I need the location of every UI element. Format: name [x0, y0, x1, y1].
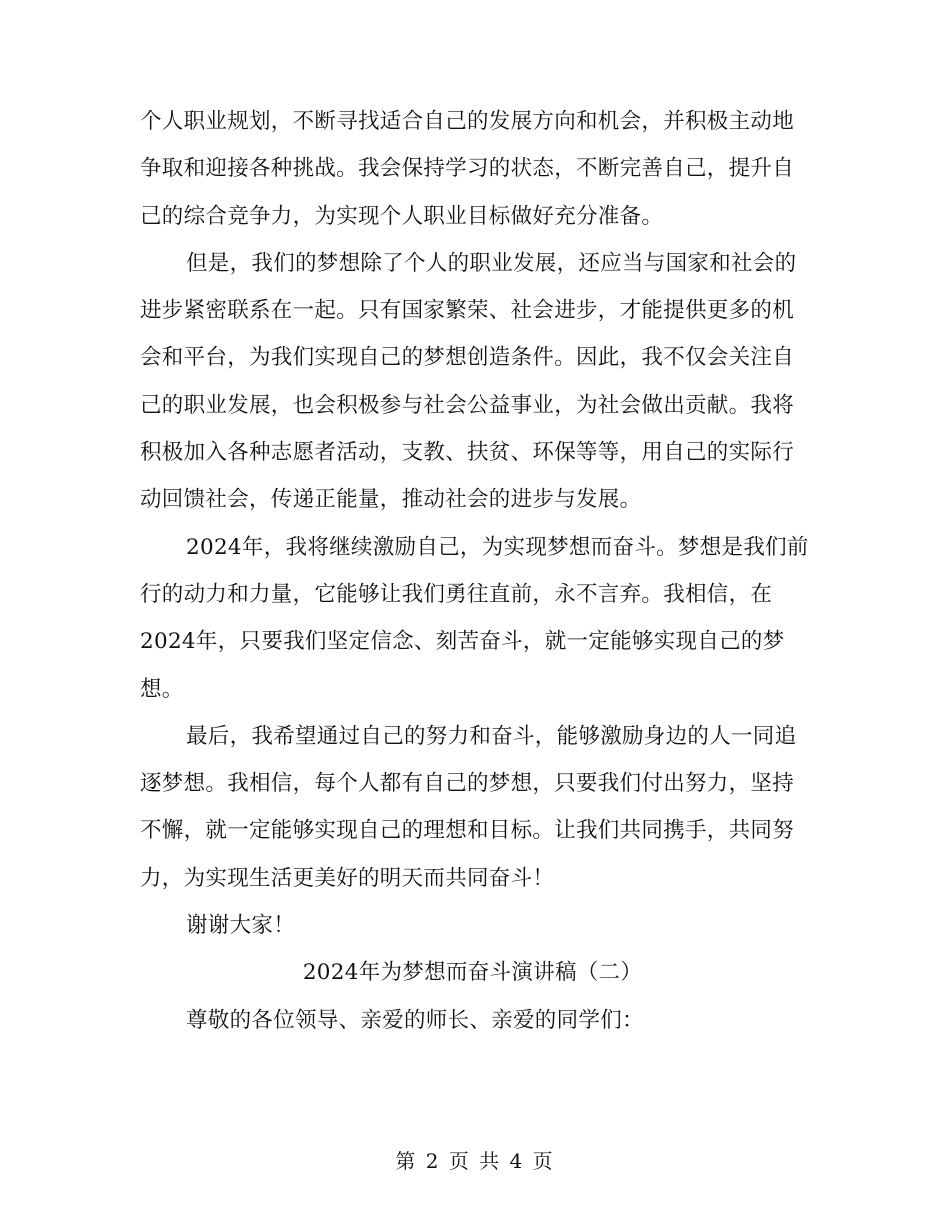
text-line: 不懈，就一定能够实现自己的理想和目标。让我们共同携手，共同努 — [140, 818, 795, 844]
salutation-line: 尊敬的各位领导、亲爱的师长、亲爱的同学们： — [186, 1007, 644, 1033]
text-line: 己的职业发展，也会积极参与社会公益事业，为社会做出贡献。我将 — [140, 392, 795, 418]
text-line: 力，为实现生活更美好的明天而共同奋斗！ — [140, 865, 555, 891]
text-line: 进步紧密联系在一起。只有国家繁荣、社会进步，才能提供更多的机 — [140, 298, 795, 324]
document-body — [140, 98, 809, 1044]
paragraph-start-line: 最后，我希望通过自己的努力和奋斗，能够激励身边的人一同追 — [186, 723, 797, 749]
text-line: 逐梦想。我相信，每个人都有自己的梦想，只要我们付出努力，坚持 — [140, 771, 795, 797]
text-line: 想。 — [140, 676, 184, 702]
closing-line: 谢谢大家！ — [186, 913, 296, 939]
text-line: 个人职业规划，不断寻找适合自己的发展方向和机会，并积极主动地 — [140, 109, 795, 134]
section-title: 2024年为梦想而奋斗演讲稿（二） — [302, 960, 643, 986]
paragraph-start-line: 但是，我们的梦想除了个人的职业发展，还应当与国家和社会的 — [186, 250, 797, 276]
text-line: 积极加入各种志愿者活动，支教、扶贫、环保等等，用自己的实际行 — [140, 440, 795, 466]
text-line: 己的综合竞争力，为实现个人职业目标做好充分准备。 — [140, 203, 664, 229]
text-line: 动回馈社会，传递正能量，推动社会的进步与发展。 — [140, 487, 642, 513]
paragraph-start-line: 2024年，我将继续激励自己，为实现梦想而奋斗。梦想是我们前 — [186, 534, 809, 560]
text-line: 会和平台，为我们实现自己的梦想创造条件。因此，我不仅会关注自 — [140, 345, 795, 371]
text-line: 行的动力和力量，它能够让我们勇往直前，永不言弃。我相信，在 — [140, 581, 773, 607]
page-number-footer: 第 2 页 共 4 页 — [395, 1149, 555, 1173]
text-line: 2024年，只要我们坚定信念、刻苦奋斗，就一定能够实现自己的梦 — [140, 629, 785, 655]
text-line: 争取和迎接各种挑战。我会保持学习的状态，不断完善自己，提升自 — [140, 156, 795, 182]
